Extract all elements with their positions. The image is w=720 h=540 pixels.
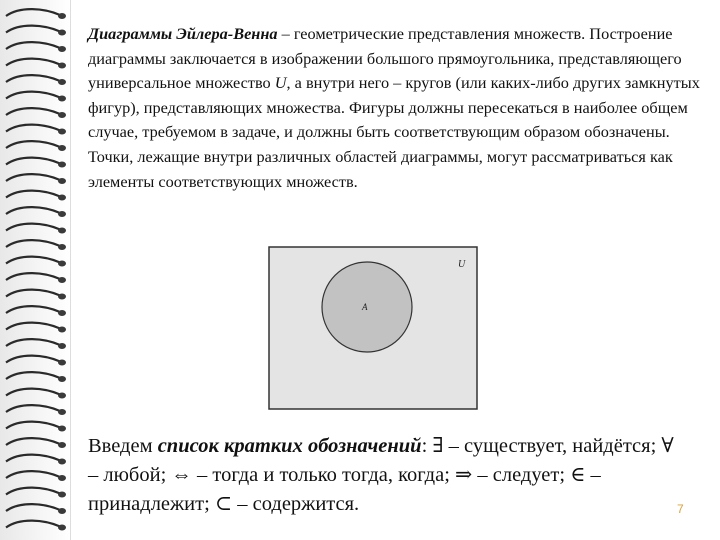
spiral-hole: [58, 508, 66, 514]
definition-text-part-1: – геометрические представления множеств. Построение диаграммы заключается в изображении большого прямоугольника, представляющего универсальное множество: [88, 24, 682, 93]
content-area: [88, 22, 700, 194]
spiral-hole: [58, 442, 66, 448]
exists-symbol: ∃: [432, 435, 444, 457]
spiral-ring: [6, 488, 60, 495]
spiral-hole: [58, 376, 66, 382]
spiral-ring: [6, 323, 60, 330]
forall-text: – любой;: [88, 464, 172, 486]
spiral-hole: [58, 162, 66, 168]
definition-paragraph: [88, 22, 700, 194]
spiral-ring: [6, 422, 60, 429]
spiral-ring: [6, 504, 60, 511]
decorative-spiral-binding: [0, 0, 71, 540]
spiral-ring: [6, 141, 60, 148]
notation-title: список кратких обозначений: [157, 435, 422, 457]
universe-label: U: [458, 259, 466, 270]
iff-symbol: ⇔: [171, 464, 192, 486]
spiral-ring: [6, 59, 60, 66]
spiral-hole: [58, 294, 66, 300]
spiral-ring: [6, 372, 60, 379]
spiral-ring: [6, 356, 60, 363]
spiral-ring: [6, 174, 60, 181]
spiral-hole: [58, 492, 66, 498]
spiral-hole: [58, 310, 66, 316]
spiral-hole: [58, 79, 66, 85]
spiral-ring: [6, 257, 60, 264]
spiral-hole: [58, 30, 66, 36]
spiral-hole: [58, 129, 66, 135]
spiral-hole: [58, 228, 66, 234]
spiral-ring: [6, 389, 60, 396]
element-of-symbol: ∈: [570, 464, 586, 486]
spiral-hole: [58, 211, 66, 217]
notation-paragraph: [88, 432, 688, 519]
spiral-ring: [6, 26, 60, 33]
spiral-hole: [58, 13, 66, 19]
spiral-hole: [58, 343, 66, 349]
spiral-ring: [6, 455, 60, 462]
spiral-ring: [6, 438, 60, 445]
spiral-ring: [6, 224, 60, 231]
spiral-hole: [58, 525, 66, 531]
spiral-hole: [58, 244, 66, 250]
spiral-ring: [6, 158, 60, 165]
spiral-ring: [6, 339, 60, 346]
subset-symbol: ⊂: [214, 493, 233, 515]
spiral-hole: [58, 112, 66, 118]
subset-text: – содержится.: [232, 493, 360, 515]
spiral-hole: [58, 327, 66, 333]
spiral-hole: [58, 409, 66, 415]
implies-symbol: ⇒: [455, 464, 473, 486]
spiral-ring: [6, 521, 60, 528]
iff-text: – тогда и только тогда, когда;: [191, 464, 456, 486]
spiral-hole: [58, 277, 66, 283]
definition-term: Диаграммы Эйлера-Венна: [88, 24, 278, 43]
spiral-hole: [58, 261, 66, 267]
spiral-ring: [6, 240, 60, 247]
spiral-hole: [58, 475, 66, 481]
spiral-hole: [58, 426, 66, 432]
spiral-ring: [6, 42, 60, 49]
set-label: A: [362, 302, 368, 312]
page-number: 7: [677, 502, 684, 516]
spiral-ring: [6, 108, 60, 115]
spiral-ring: [6, 207, 60, 214]
spiral-hole: [58, 46, 66, 52]
spiral-ring: [6, 75, 60, 82]
implies-text: – следует;: [472, 464, 571, 486]
spiral-hole: [58, 195, 66, 201]
spiral-ring: [6, 405, 60, 412]
notation-colon: :: [421, 435, 433, 457]
spiral-ring: [6, 92, 60, 99]
spiral-hole: [58, 145, 66, 151]
spiral-hole: [58, 96, 66, 102]
forall-symbol: ∀: [661, 435, 674, 457]
spiral-hole: [58, 178, 66, 184]
spiral-ring: [6, 191, 60, 198]
venn-diagram: [268, 246, 478, 410]
spiral-hole: [58, 360, 66, 366]
spiral-hole: [58, 393, 66, 399]
spiral-ring: [6, 306, 60, 313]
spiral-ring: [6, 9, 60, 16]
universal-set-symbol: U: [274, 73, 287, 93]
spiral-hole: [58, 63, 66, 69]
exists-text: – существует, найдётся;: [443, 435, 662, 457]
spiral-ring: [6, 290, 60, 297]
definition-text-part-2: , а внутри него – кругов (или каких-либо других замкнутых фигур), представляющих множества. Фигуры должны пересекаться в наиболее общем случае, требуемом в задаче, и должны быть соответствующим образом обозначены. Точки, лежащие внутри различных областей диаграммы, могут рассматриваться как элементы соответствующих множеств.: [88, 73, 700, 191]
spiral-ring: [6, 471, 60, 478]
element-of-text: – принадлежит;: [88, 464, 601, 515]
spiral-hole: [58, 459, 66, 465]
spiral-binding-icon: [0, 0, 70, 540]
notation-intro: Введем: [88, 435, 158, 457]
spiral-ring: [6, 125, 60, 132]
spiral-ring: [6, 273, 60, 280]
